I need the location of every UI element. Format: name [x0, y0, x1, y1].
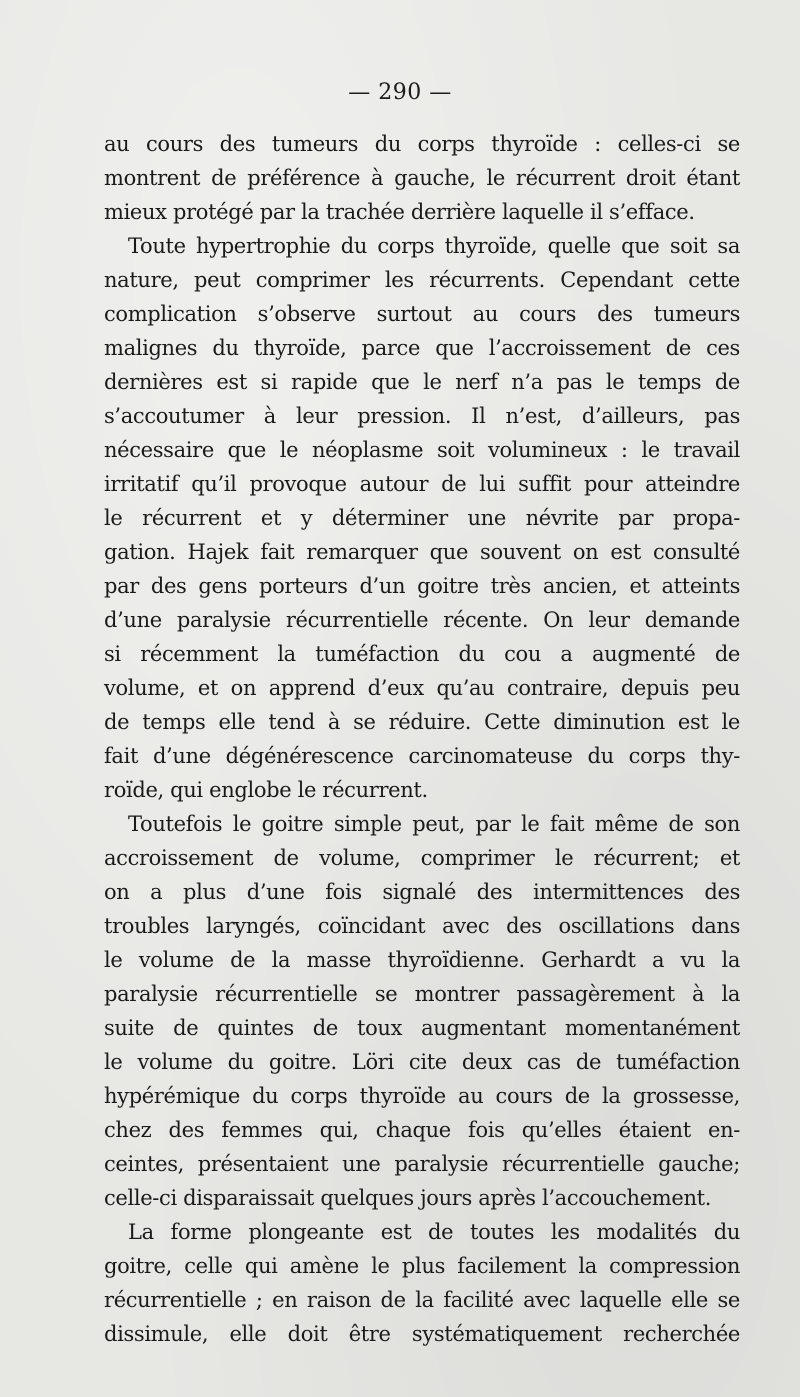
- text-line: dissimule, elle doit être systématiquement recherchée: [104, 1322, 740, 1346]
- text-line: Toutefois le goitre simple peut, par le fait même de son: [128, 812, 740, 836]
- text-line: par des gens porteurs d’un goitre très ancien, et atteints: [104, 574, 740, 598]
- text-line: mieux protégé par la trachée derrière laquelle il s’efface.: [104, 200, 695, 224]
- text-line: irritatif qu’il provoque autour de lui suffit pour atteindre: [104, 472, 740, 496]
- text-line: montrent de préférence à gauche, le récurrent droit étant: [104, 166, 740, 190]
- text-line: le volume du goitre. Löri cite deux cas de tuméfaction: [104, 1050, 740, 1074]
- body-text: [104, 127, 740, 1351]
- text-line: roïde, qui englobe le récurrent.: [104, 778, 428, 802]
- text-line: La forme plongeante est de toutes les modalités du: [128, 1220, 740, 1244]
- text-line: on a plus d’une fois signalé des intermittences des: [104, 880, 740, 904]
- text-line: goitre, celle qui amène le plus facilement la compression: [104, 1254, 740, 1278]
- text-line: nature, peut comprimer les récurrents. Cependant cette: [104, 268, 740, 292]
- text-line: nécessaire que le néoplasme soit volumineux : le travail: [104, 438, 740, 462]
- text-line: malignes du thyroïde, parce que l’accroissement de ces: [104, 336, 740, 360]
- page-number: — 290 —: [348, 80, 452, 105]
- text-line: gation. Hajek fait remarquer que souvent on est consulté: [104, 540, 740, 564]
- text-line: accroissement de volume, comprimer le récurrent; et: [104, 846, 740, 870]
- text-line: le récurrent et y déterminer une névrite par propa-: [104, 506, 740, 530]
- text-line: suite de quintes de toux augmentant momentanément: [104, 1016, 740, 1040]
- text-line: Toute hypertrophie du corps thyroïde, quelle que soit sa: [128, 234, 740, 258]
- text-line: de temps elle tend à se réduire. Cette diminution est le: [104, 710, 740, 734]
- text-line: hypérémique du corps thyroïde au cours de la grossesse,: [104, 1084, 740, 1108]
- text-line: fait d’une dégénérescence carcinomateuse du corps thy-: [104, 744, 740, 768]
- text-line: dernières est si rapide que le nerf n’a pas le temps de: [104, 370, 740, 394]
- text-line: chez des femmes qui, chaque fois qu’elles étaient en-: [104, 1118, 740, 1142]
- text-line: volume, et on apprend d’eux qu’au contraire, depuis peu: [104, 676, 740, 700]
- text-line: celle-ci disparaissait quelques jours après l’accouchement.: [104, 1186, 712, 1210]
- text-line: s’accoutumer à leur pression. Il n’est, d’ailleurs, pas: [104, 404, 740, 428]
- text-line: récurrentielle ; en raison de la facilité avec laquelle elle se: [104, 1288, 740, 1312]
- text-line: complication s’observe surtout au cours des tumeurs: [104, 302, 740, 326]
- text-line: ceintes, présentaient une paralysie récurrentielle gauche;: [104, 1152, 740, 1176]
- text-line: si récemment la tuméfaction du cou a augmenté de: [104, 642, 740, 666]
- text-line: paralysie récurrentielle se montrer passagèrement à la: [104, 982, 740, 1006]
- text-line: le volume de la masse thyroïdienne. Gerhardt a vu la: [104, 948, 740, 972]
- text-line: troubles laryngés, coïncidant avec des oscillations dans: [104, 914, 740, 938]
- text-line: d’une paralysie récurrentielle récente. On leur demande: [104, 608, 740, 632]
- text-line: au cours des tumeurs du corps thyroïde : celles-ci se: [104, 132, 740, 156]
